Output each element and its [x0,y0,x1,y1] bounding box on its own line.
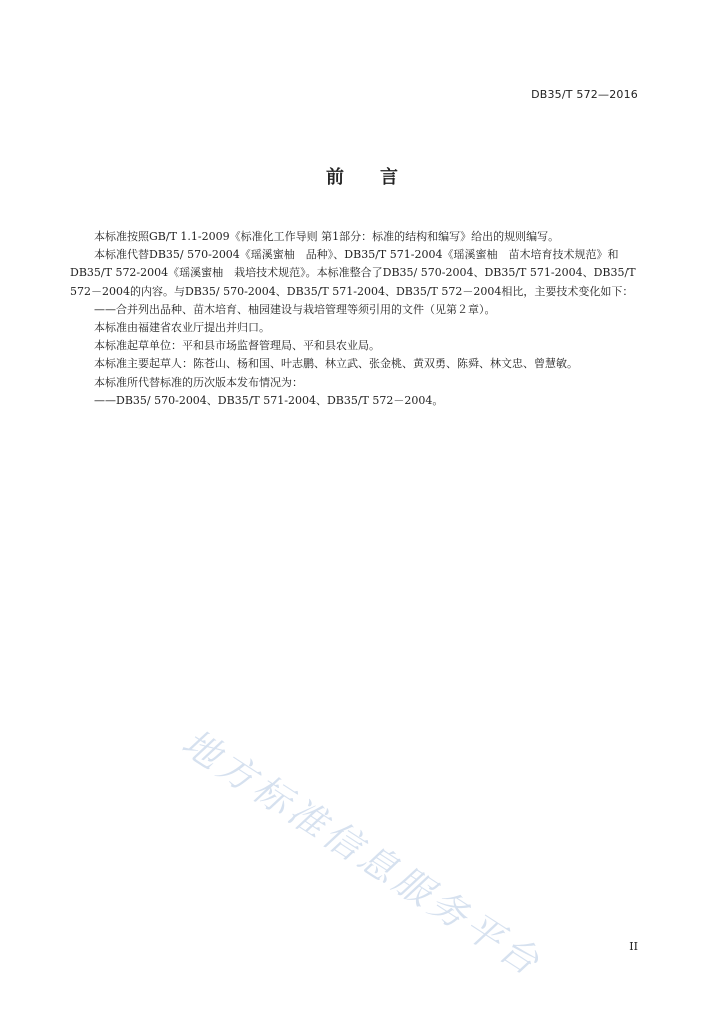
paragraph-replaces-standards: 本标准代替DB35/ 570-2004《瑶溪蜜柚 品种》、DB35/T 571-2004《瑶溪蜜柚 苗木培育技术规范》和DB35/T 572-2004《瑶溪蜜柚 栽培技术规范》。本标准整合了DB35/ 570-2004、DB35/T 571-2004、DB35/T 572－2004的内容。与DB35/ 570-2004、DB35/T 571-2004、DB35/T 572－2004相比，主要技术变化如下： [70,248,636,298]
paragraph-main-drafters: 本标准主要起草人：陈苍山、杨和国、叶志鹏、林立武、张金桃、黄双勇、陈舜、林文忠、曾慧敏。 [94,357,578,371]
page-title: 前 言 [326,167,398,188]
paragraph-drafting-rules: 本标准按照GB/T 1.1-2009《标准化工作导则 第1部分：标准的结构和编写》给出的规则编写。 [94,230,560,243]
foreword-body [70,228,642,410]
paragraph-drafting-units: 本标准起草单位：平和县市场监督管理局、平和县农业局。 [94,339,380,353]
paragraph-version-history-list: ——DB35/ 570-2004、DB35/T 571-2004、DB35/T 572－2004。 [94,393,444,407]
document-code-header: DB35/T 572—2016 [531,88,638,101]
paragraph-technical-change: ——合并列出品种、苗木培育、柚园建设与栽培管理等须引用的文件（见第２章）。 [94,302,496,316]
paragraph-version-history-heading: 本标准所代替标准的历次版本发布情况为： [94,375,303,389]
page-number: II [629,940,638,953]
watermark-text: 地方标准信息服务平台 [174,720,551,986]
paragraph-proposer: 本标准由福建省农业厅提出并归口。 [94,321,270,335]
